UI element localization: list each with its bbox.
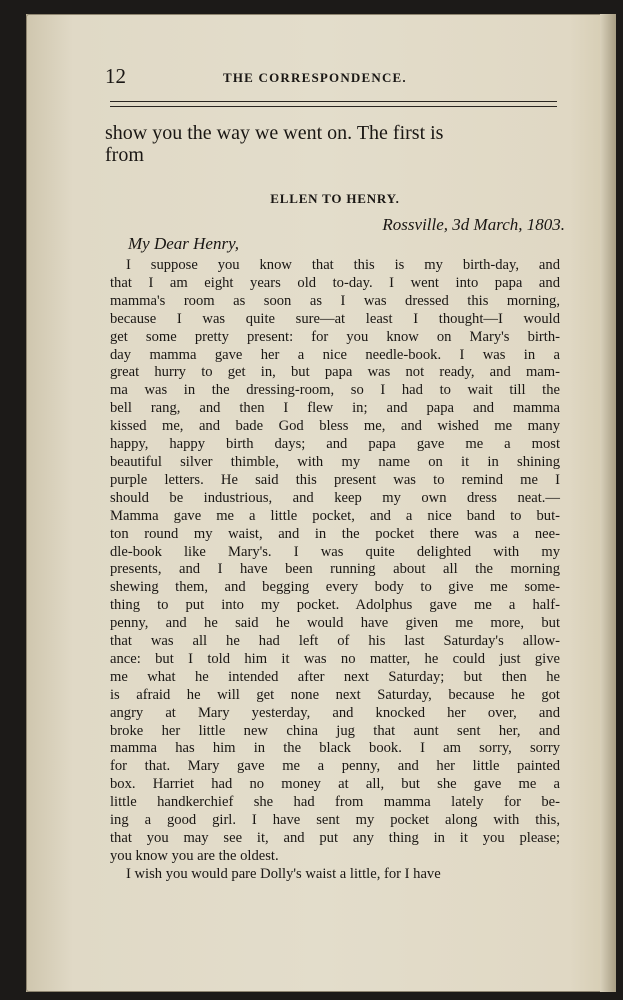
header-rule-thick — [110, 101, 557, 102]
body-line: I suppose you know that this is my birth-day, and — [126, 257, 560, 273]
intro-line: show you the way we went on. The first is — [105, 122, 444, 144]
body-line: day mamma gave her a nice needle-book. I was in a — [110, 346, 560, 363]
page-number: 12 — [105, 64, 126, 88]
body-line: angry at Mary yesterday, and knocked her over, and — [110, 704, 560, 721]
body-line: box. Harriet had no money at all, but she gave me a — [110, 776, 560, 793]
body-line: bell rang, and then I flew in; and papa and mamma — [110, 400, 560, 417]
body-line: you know you are the oldest. — [110, 847, 279, 864]
intro-paragraph — [105, 122, 565, 166]
body-line: me what he intended after next Saturday; but then he — [110, 668, 560, 685]
body-line: ance: but I told him it was no matter, he could just give — [110, 650, 560, 667]
body-line: that was all he had left of his last Saturday's allow- — [110, 633, 560, 650]
letter-dateline: Rossville, 3d March, 1803. — [382, 215, 565, 234]
body-line: broke her little new china jug that aunt sent her, and — [110, 722, 560, 739]
body-line: that you may see it, and put any thing in it you please; — [110, 830, 560, 846]
body-line: mamma's room as soon as I was dressed this morning, — [110, 292, 560, 309]
body-line: mamma has him in the black book. I am sorry, sorry — [110, 740, 560, 757]
body-line: beautiful silver thimble, with my name on it in shining — [110, 453, 560, 470]
body-line: kissed me, and bade God bless me, and wished me many — [110, 418, 560, 435]
intro-line: from — [105, 144, 144, 166]
body-line: great hurry to get in, but papa was not ready, and mam- — [110, 364, 560, 381]
body-line: penny, and he said he would have given me more, but — [110, 615, 560, 632]
body-line: little handkerchief she had from mamma lately for be- — [110, 794, 560, 811]
body-line: purple letters. He said this present was to remind me I — [110, 471, 560, 488]
letter-body — [110, 257, 560, 884]
body-line: ton round my waist, and in the pocket there was a nee- — [110, 525, 560, 542]
body-line: ma was in the dressing-room, so I had to wait till the — [110, 382, 560, 399]
page-edge-shadow — [600, 14, 616, 992]
body-line: for that. Mary gave me a penny, and her little painted — [110, 758, 560, 775]
body-line: that I am eight years old to-day. I went into papa and — [110, 274, 560, 291]
body-line: happy, happy birth days; and papa gave me a most — [110, 436, 560, 453]
body-line: is afraid he will get none next Saturday, because he got — [110, 686, 560, 703]
body-line: I wish you would pare Dolly's waist a little, for I have — [126, 865, 441, 882]
body-line: get some pretty present: for you know on Mary's birth- — [110, 328, 560, 345]
body-line: because I was quite sure—at least I thought—I would — [110, 310, 560, 327]
running-head: THE CORRESPONDENCE. — [223, 70, 407, 85]
body-line: dle-book like Mary's. I was quite delighted with my — [110, 543, 560, 560]
body-line: shewing them, and begging every body to give me some- — [110, 579, 560, 596]
body-line: Mamma gave me a little pocket, and a nice band to but- — [110, 507, 560, 524]
body-line: ing a good girl. I have sent my pocket along with this, — [110, 812, 560, 829]
body-line: thing to put into my pocket. Adolphus gave me a half- — [110, 597, 560, 614]
page-header — [105, 64, 565, 90]
letter-salutation: My Dear Henry, — [128, 234, 239, 253]
body-line: should be industrious, and keep my own dress neat.— — [110, 489, 560, 506]
header-rule-thin — [110, 106, 557, 107]
body-line: presents, and I have been running about all the morning — [110, 561, 560, 578]
letter-title: ELLEN TO HENRY. — [270, 191, 400, 206]
